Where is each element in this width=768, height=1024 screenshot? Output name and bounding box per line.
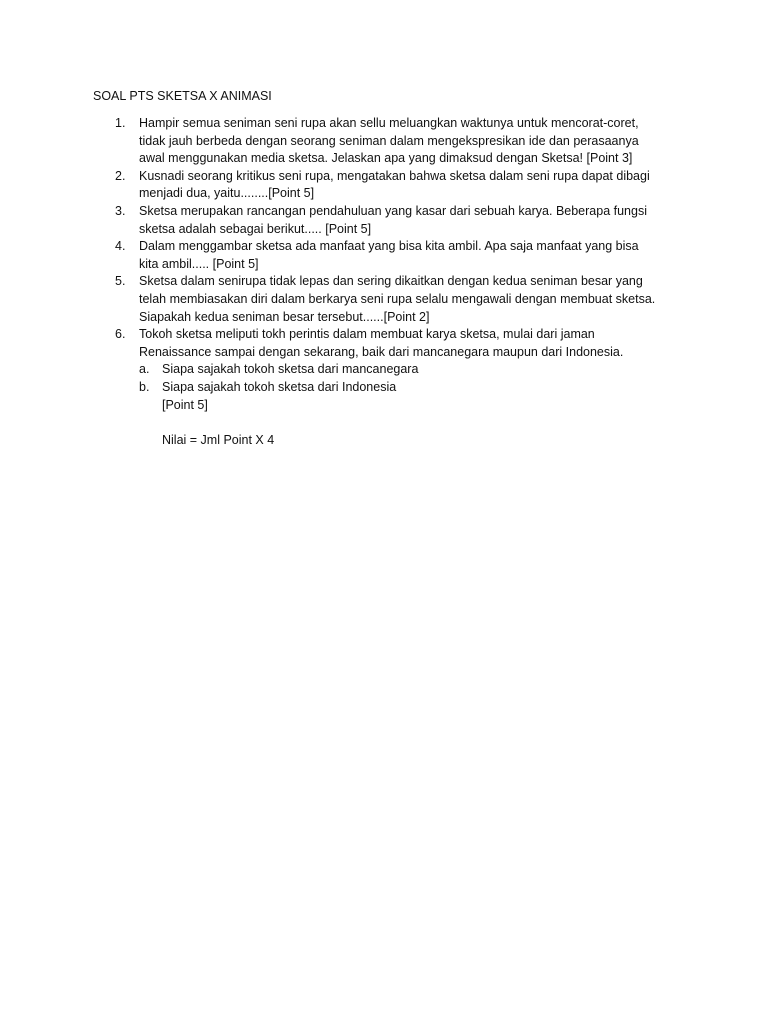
question-text-line: awal menggunakan media sketsa. Jelaskan apa yang dimaksud dengan Sketsa! [Point 3] [139,151,633,166]
question-number: 1. [115,116,126,130]
question-text-line: Dalam menggambar sketsa ada manfaat yang bisa kita ambil. Apa saja manfaat yang bisa [139,239,639,254]
question-text-line: Renaissance sampai dengan sekarang, baik dari mancanegara maupun dari Indonesia. [139,344,624,359]
sub-question-item-b [139,379,693,397]
question-text-line: kita ambil..... [Point 5] [139,256,259,271]
question-text-line: Tokoh sketsa meliputi tokh perintis dalam membuat karya sketsa, mulai dari jaman [139,327,595,342]
question-item-1 [93,115,693,168]
score-formula: Nilai = Jml Point X 4 [162,432,275,447]
question-number: 4. [115,239,126,254]
question-text-line: Hampir semua seniman seni rupa akan sellu meluangkan waktunya untuk mencorat-coret, [139,116,639,130]
question-item-6 [93,326,693,449]
question-item-5 [93,273,693,326]
sub-question-letter: a. [139,362,150,377]
question-number: 5. [115,274,126,289]
question-item-2 [93,168,693,203]
question-text-line: Kusnadi seorang kritikus seni rupa, mengatakan bahwa sketsa dalam seni rupa dapat dibagi [139,168,650,183]
question-text-line: Sketsa merupakan rancangan pendahuluan yang kasar dari sebuah karya. Beberapa fungsi [139,203,647,218]
question-text-line: tidak jauh berbeda dengan seorang seniman dalam mengekspresikan ide dan perasaanya [139,133,639,148]
question-text-line: Sketsa dalam senirupa tidak lepas dan sering dikaitkan dengan kedua seniman besar yang [139,274,643,289]
sub-question-letter: b. [139,379,150,394]
sub-question-item-a [139,361,693,379]
question-text-line: telah membiasakan diri dalam berkarya seni rupa selalu mengawali dengan membuat sketsa. [139,291,656,306]
sub-question-text: Siapa sajakah tokoh sketsa dari mancanegara [162,362,419,377]
sub-question-list [139,361,693,396]
question-item-4 [93,238,693,273]
question-list [93,115,693,449]
sub-question-text: Siapa sajakah tokoh sketsa dari Indonesia [162,379,397,394]
point-note: [Point 5] [162,397,208,412]
document-title: SOAL PTS SKETSA X ANIMASI [93,89,272,103]
question-text-line: menjadi dua, yaitu........[Point 5] [139,186,315,201]
question-number: 2. [115,168,126,183]
question-number: 3. [115,203,126,218]
question-text-line: sketsa adalah sebagai berikut..... [Point 5] [139,221,372,236]
question-number: 6. [115,327,126,342]
question-text-line: Siapakah kedua seniman besar tersebut......[Point 2] [139,309,430,324]
question-item-3 [93,203,693,238]
